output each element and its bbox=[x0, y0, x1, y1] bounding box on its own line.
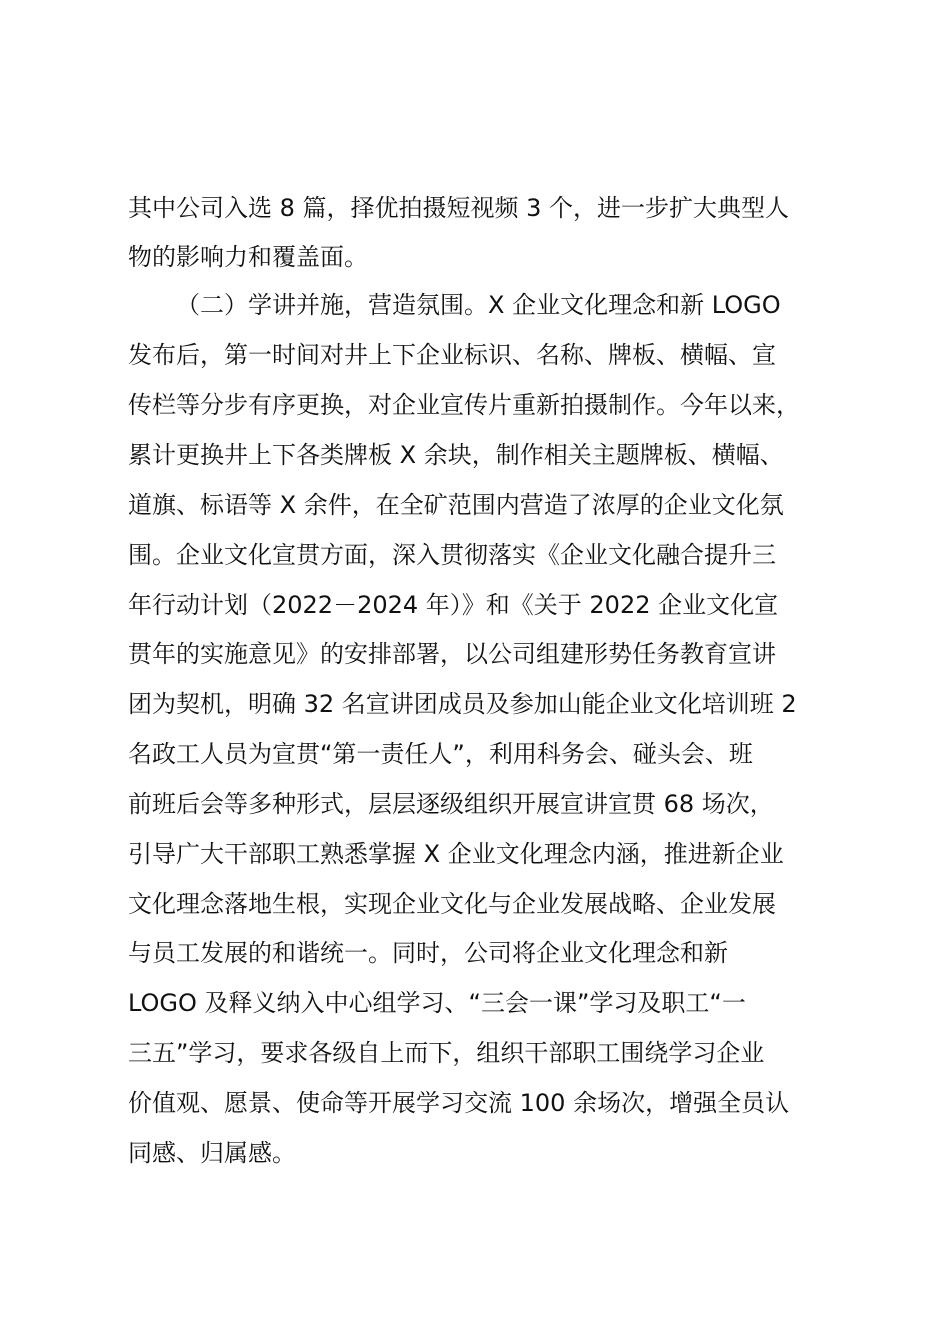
text-line: LOGO 及释义纳入中心组学习、“三会一课”学习及职工“一 bbox=[128, 989, 746, 1017]
text-line: 物的影响力和覆盖面。 bbox=[128, 243, 368, 271]
text-line: 名政工人员为宣贯“第一责任人”，利用科务会、碰头会、班 bbox=[128, 740, 753, 768]
text-line: 三五”学习，要求各级自上而下，组织干部职工围绕学习企业 bbox=[128, 1039, 765, 1067]
text-line: 年行动计划（2022－2024 年）》和《关于 2022 企业文化宣 bbox=[128, 591, 779, 619]
text-line: 同感、归属感。 bbox=[128, 1139, 296, 1167]
text-line: 团为契机，明确 32 名宣讲团成员及参加山能企业文化培训班 2 bbox=[128, 690, 797, 718]
text-line: 前班后会等多种形式，层层逐级组织开展宣讲宣贯 68 场次， bbox=[128, 790, 774, 818]
text-line: 价值观、愿景、使命等开展学习交流 100 余场次，增强全员认 bbox=[128, 1089, 790, 1117]
text-line: 传栏等分步有序更换，对企业宣传片重新拍摄制作。今年以来， bbox=[128, 391, 800, 419]
text-line: 文化理念落地生根，实现企业文化与企业发展战略、企业发展 bbox=[128, 890, 776, 918]
text-line: 围。企业文化宣贯方面，深入贯彻落实《企业文化融合提升三 bbox=[128, 541, 776, 569]
text-line: 与员工发展的和谐统一。同时，公司将企业文化理念和新 bbox=[128, 939, 728, 967]
text-line: 引导广大干部职工熟悉掌握 X 企业文化理念内涵，推进新企业 bbox=[128, 840, 784, 868]
text-line: 累计更换井上下各类牌板 X 余块，制作相关主题牌板、横幅、 bbox=[128, 441, 784, 469]
section-heading-line: （二）学讲并施，营造氛围。X 企业文化理念和新 LOGO bbox=[176, 291, 781, 319]
text-line: 道旗、标语等 X 余件，在全矿范围内营造了浓厚的企业文化氛 bbox=[128, 491, 784, 519]
text-line: 发布后，第一时间对井上下企业标识、名称、牌板、横幅、宣 bbox=[128, 341, 776, 369]
text-line: 其中公司入选 8 篇，择优拍摄短视频 3 个，进一步扩大典型人 bbox=[128, 194, 790, 222]
text-line: 贯年的实施意见》的安排部署，以公司组建形势任务教育宣讲 bbox=[128, 640, 776, 668]
